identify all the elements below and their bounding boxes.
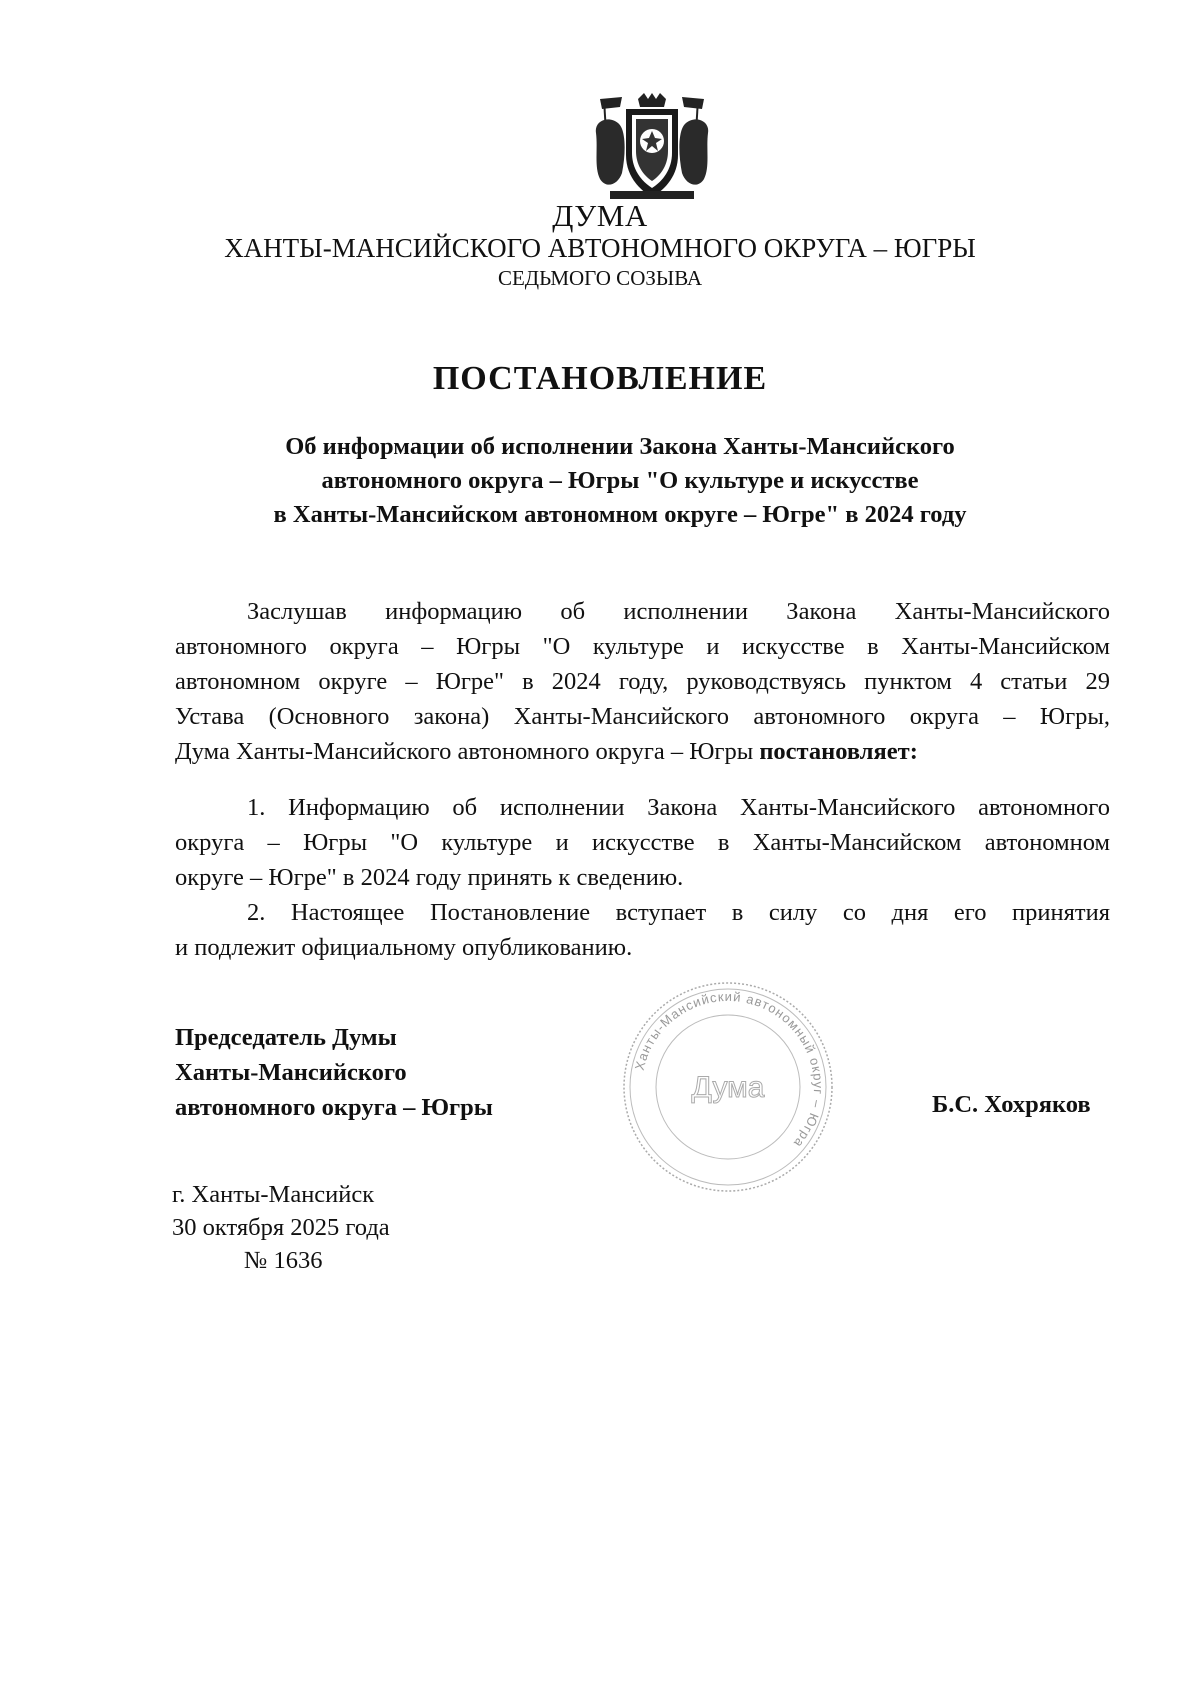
signer-name: Б.С. Хохряков xyxy=(932,1091,1091,1118)
signer-title-line: Председатель Думы xyxy=(175,1024,397,1051)
stamp-ring-text: Ханты-Мансийский автономный округ – Югра xyxy=(631,988,827,1152)
document-footer xyxy=(172,1178,390,1277)
item-line: 2. Настоящее Постановление вступает в силу со дня его принятия xyxy=(247,899,1110,926)
signer-title-line: автономного округа – Югры xyxy=(175,1094,493,1121)
preamble-line: Устава (Основного закона) Ханты-Мансийского автономного округа – Югры, xyxy=(175,703,1110,730)
item-line: и подлежит официальному опубликованию. xyxy=(175,934,633,961)
document-type-heading: ПОСТАНОВЛЕНИЕ xyxy=(432,360,768,397)
item-line: округе – Югре" в 2024 году принять к сведению. xyxy=(175,864,684,891)
item-1-paragraph xyxy=(175,790,1110,895)
item-line: 1. Информацию об исполнении Закона Ханты-Мансийского автономного xyxy=(247,794,1110,821)
date: 30 октября 2025 года xyxy=(172,1214,390,1241)
item-line: округа – Югры "О культуре и искусстве в Ханты-Мансийском автономном xyxy=(175,829,1110,856)
signer-title-line: Ханты-Мансийского xyxy=(175,1059,407,1086)
preamble-line: Заслушав информацию об исполнении Закона Ханты-Мансийского xyxy=(247,598,1110,625)
subject-line: в Ханты-Мансийском автономном округе – Югре" в 2024 году xyxy=(273,501,967,528)
coat-of-arms-emblem xyxy=(592,93,712,203)
document-number: № 1636 xyxy=(244,1247,323,1274)
preamble-line: автономного округа – Югры "О культуре и искусстве в Ханты-Мансийском xyxy=(175,633,1110,660)
preamble-line xyxy=(175,734,1110,769)
convocation-title: СЕДЬМОГО СОЗЫВА xyxy=(497,266,703,290)
subject-line: автономного округа – Югры "О культуре и искусстве xyxy=(321,467,919,494)
signer-title xyxy=(175,1020,493,1125)
region-title: ХАНТЫ-МАНСИЙСКОГО АВТОНОМНОГО ОКРУГА – ЮГРЫ xyxy=(224,233,976,263)
official-stamp xyxy=(618,980,838,1195)
preamble-line: автономном округе – Югре" в 2024 году, руководствуясь пунктом 4 статьи 29 xyxy=(175,668,1110,695)
city: г. Ханты-Мансийск xyxy=(172,1181,375,1208)
decision-word: постановляет: xyxy=(759,738,918,765)
org-title: ДУМА xyxy=(552,198,648,233)
preamble-paragraph xyxy=(175,594,1110,769)
stamp-center-text: Дума xyxy=(691,1071,765,1104)
preamble-last-line-text: Дума Ханты-Мансийского автономного округа – Югры xyxy=(175,738,760,765)
subject-line: Об информации об исполнении Закона Ханты-Мансийского xyxy=(285,433,955,460)
item-2-paragraph xyxy=(175,895,1110,965)
document-subject xyxy=(180,430,1060,532)
